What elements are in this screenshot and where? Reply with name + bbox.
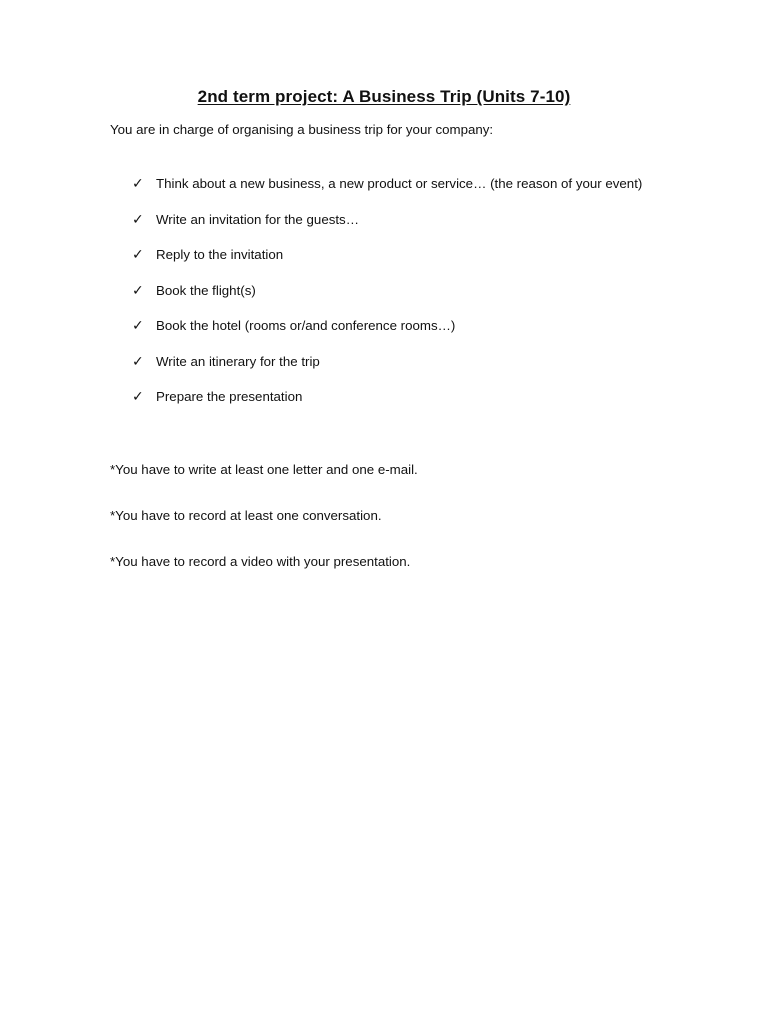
checklist-item-text: Reply to the invitation	[156, 247, 284, 262]
checkmark-icon: ✓	[132, 281, 144, 298]
checklist-item	[132, 308, 660, 344]
checklist-item	[132, 379, 660, 415]
checklist-item-text: Book the hotel (rooms or/and conference rooms…)	[156, 318, 456, 333]
checkmark-icon: ✓	[132, 352, 144, 369]
requirement-note: *You have to record a video with your presentation.	[110, 554, 411, 569]
checkmark-icon: ✓	[132, 175, 144, 191]
checklist-item	[132, 273, 660, 309]
intro-text: You are in charge of organising a business trip for your company:	[110, 122, 494, 137]
checklist-item-text: Prepare the presentation	[156, 389, 303, 404]
checklist-item	[132, 166, 660, 202]
checklist-item	[132, 237, 660, 273]
requirement-note: *You have to record at least one conversation.	[110, 508, 382, 523]
document-title: 2nd term project: A Business Trip (Units 7-10)	[197, 87, 571, 106]
checklist-item-text: Write an itinerary for the trip	[156, 353, 320, 369]
requirement-note: *You have to write at least one letter and one e-mail.	[110, 462, 418, 477]
task-checklist	[132, 166, 660, 415]
checklist-item-text: Write an invitation for the guests…	[156, 211, 359, 227]
checklist-item-text: Book the flight(s)	[156, 282, 256, 298]
checkmark-icon: ✓	[132, 317, 144, 333]
checkmark-icon: ✓	[132, 388, 144, 404]
checklist-item	[132, 344, 660, 380]
checkmark-icon: ✓	[132, 210, 144, 227]
checkmark-icon: ✓	[132, 246, 144, 262]
checklist-item-text: Think about a new business, a new product or service… (the reason of your event)	[156, 176, 643, 191]
checklist-item	[132, 202, 660, 238]
